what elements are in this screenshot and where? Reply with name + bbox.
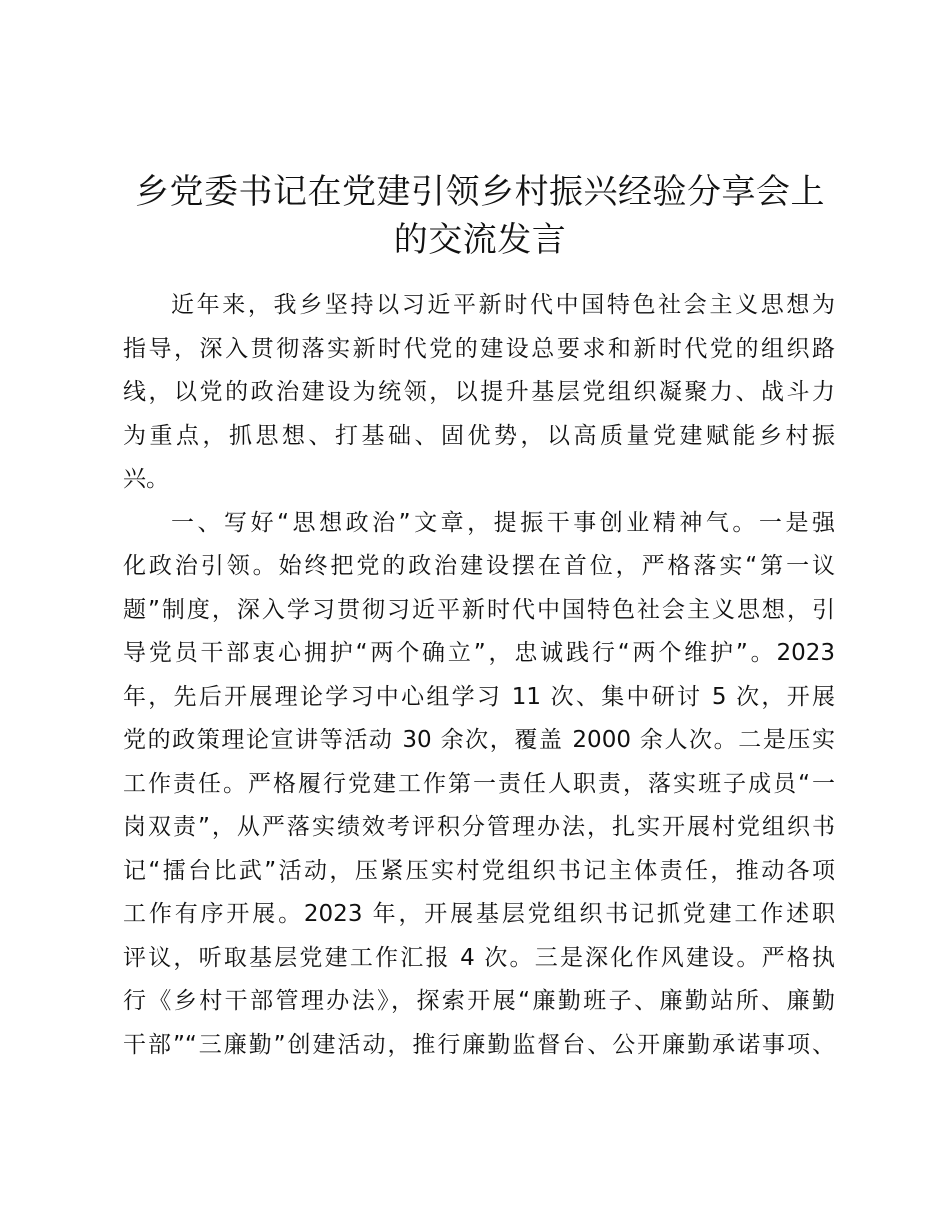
- text-line: 一、写好“思想政治”文章，提振干事创业精神气。一是强: [171, 509, 835, 536]
- document-body: [123, 284, 835, 1067]
- text-line: 为重点，抓思想、打基础、固优势，以高质量党建赋能乡村振: [123, 422, 835, 449]
- text-line: 评议，听取基层党建工作汇报 4 次。三是深化作风建设。严格执: [123, 944, 835, 971]
- text-line: 线，以党的政治建设为统领，以提升基层党组织凝聚力、战斗力: [123, 379, 835, 405]
- text-line: 题”制度，深入学习贯彻习近平新时代中国特色社会主义思想，引: [123, 596, 835, 623]
- paragraph-section-1: [123, 502, 835, 1068]
- text-line: 岗双责”，从严落实绩效考评积分管理办法，扎实开展村党组织书: [123, 814, 835, 840]
- text-line: 工作有序开展。2023 年，开展基层党组织书记抓党建工作述职: [123, 901, 835, 927]
- text-line: 化政治引领。始终把党的政治建设摆在首位，严格落实“第一议: [123, 553, 835, 579]
- text-line: 年，先后开展理论学习中心组学习 11 次、集中研讨 5 次，开展: [123, 683, 835, 710]
- title-line-2: 的交流发言: [393, 220, 567, 260]
- title-line-1: 乡党委书记在党建引领乡村振兴经验分享会上: [135, 172, 825, 212]
- text-line: 导党员干部衷心拥护“两个确立”，忠诚践行“两个维护”。2023: [123, 640, 835, 666]
- text-line: 兴。: [123, 466, 169, 492]
- document-title: [120, 168, 840, 264]
- text-line: 工作责任。严格履行党建工作第一责任人职责，落实班子成员“一: [123, 770, 835, 797]
- paragraph-intro: [123, 284, 835, 502]
- text-line: 党的政策理论宣讲等活动 30 余次，覆盖 2000 余人次。二是压实: [123, 727, 835, 753]
- text-line: 记“擂台比武”活动，压紧压实村党组织书记主体责任，推动各项: [123, 857, 835, 884]
- text-line: 行《乡村干部管理办法》，探索开展“廉勤班子、廉勤站所、廉勤: [123, 988, 835, 1014]
- text-line: 指导，深入贯彻落实新时代党的建设总要求和新时代党的组织路: [123, 335, 835, 362]
- text-line: 干部”“三廉勤”创建活动，推行廉勤监督台、公开廉勤承诺事项、: [123, 1031, 835, 1058]
- text-line: 近年来，我乡坚持以习近平新时代中国特色社会主义思想为: [171, 292, 835, 318]
